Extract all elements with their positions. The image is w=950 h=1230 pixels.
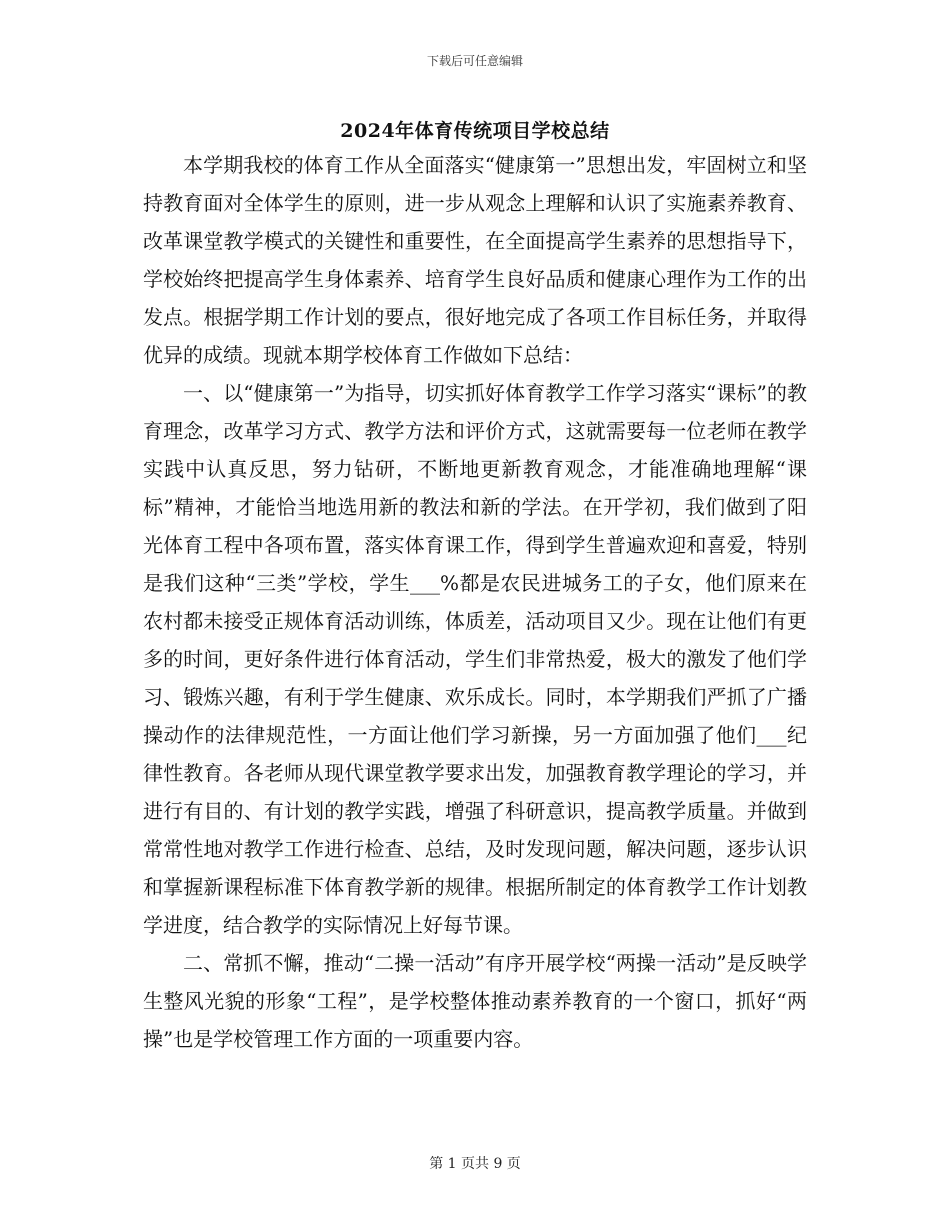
- paragraph-section-1: 一、以“健康第一”为指导，切实抓好体育教学工作学习落实“课标”的教育理念，改革学习方式、教学方法和评价方式，这就需要每一位老师在教学实践中认真反思，努力钻研，不断地更新教育观念，才能准确地理解“课标”精神，才能恰当地选用新的教法和新的学法。在开学初，我们做到了阳光体育工程中各项布置，落实体育课工作，得到学生普遍欢迎和喜爱，特别是我们这种“三类”学校，学生___%都是农民进城务工的子女，他们原来在农村都未接受正规体育活动训练，体质差，活动项目又少。现在让他们有更多的时间，更好条件进行体育活动，学生们非常热爱，极大的激发了他们学习、锻炼兴趣，有利于学生健康、欢乐成长。同时，本学期我们严抓了广播操动作的法律规范性，一方面让他们学习新操，另一方面加强了他们___纪律性教育。各老师从现代课堂教学要求出发，加强教育教学理论的学习，并进行有目的、有计划的教学实践，增强了科研意识，提高教学质量。并做到常常性地对教学工作进行检查、总结，及时发现问题，解决问题，逐步认识和掌握新课程标准下体育教学新的规律。根据所制定的体育教学工作计划教学进度，结合教学的实际情况上好每节课。: [143, 381, 807, 937]
- paragraph-intro: 本学期我校的体育工作从全面落实“健康第一”思想出发，牢固树立和坚持教育面对全体学生的原则，进一步从观念上理解和认识了实施素养教育、改革课堂教学模式的关键性和重要性，在全面提高学生素养的思想指导下，学校始终把提高学生身体素养、培育学生良好品质和健康心理作为工作的出发点。根据学期工作计划的要点，很好地完成了各项工作目标任务，并取得优异的成绩。现就本期学校体育工作做如下总结：: [143, 153, 807, 367]
- header-note: 下载后可任意编辑: [426, 54, 523, 68]
- page-title: 2024年体育传统项目学校总结: [340, 120, 610, 142]
- page-footer: 第 1 页共 9 页: [429, 1156, 521, 1172]
- document-body: [143, 146, 807, 1058]
- paragraph-section-2: 二、常抓不懈，推动“二操一活动”有序开展学校“两操一活动”是反映学生整风光貌的形象“工程”，是学校整体推动素养教育的一个窗口，抓好“两操”也是学校管理工作方面的一项重要内容。: [143, 951, 807, 1051]
